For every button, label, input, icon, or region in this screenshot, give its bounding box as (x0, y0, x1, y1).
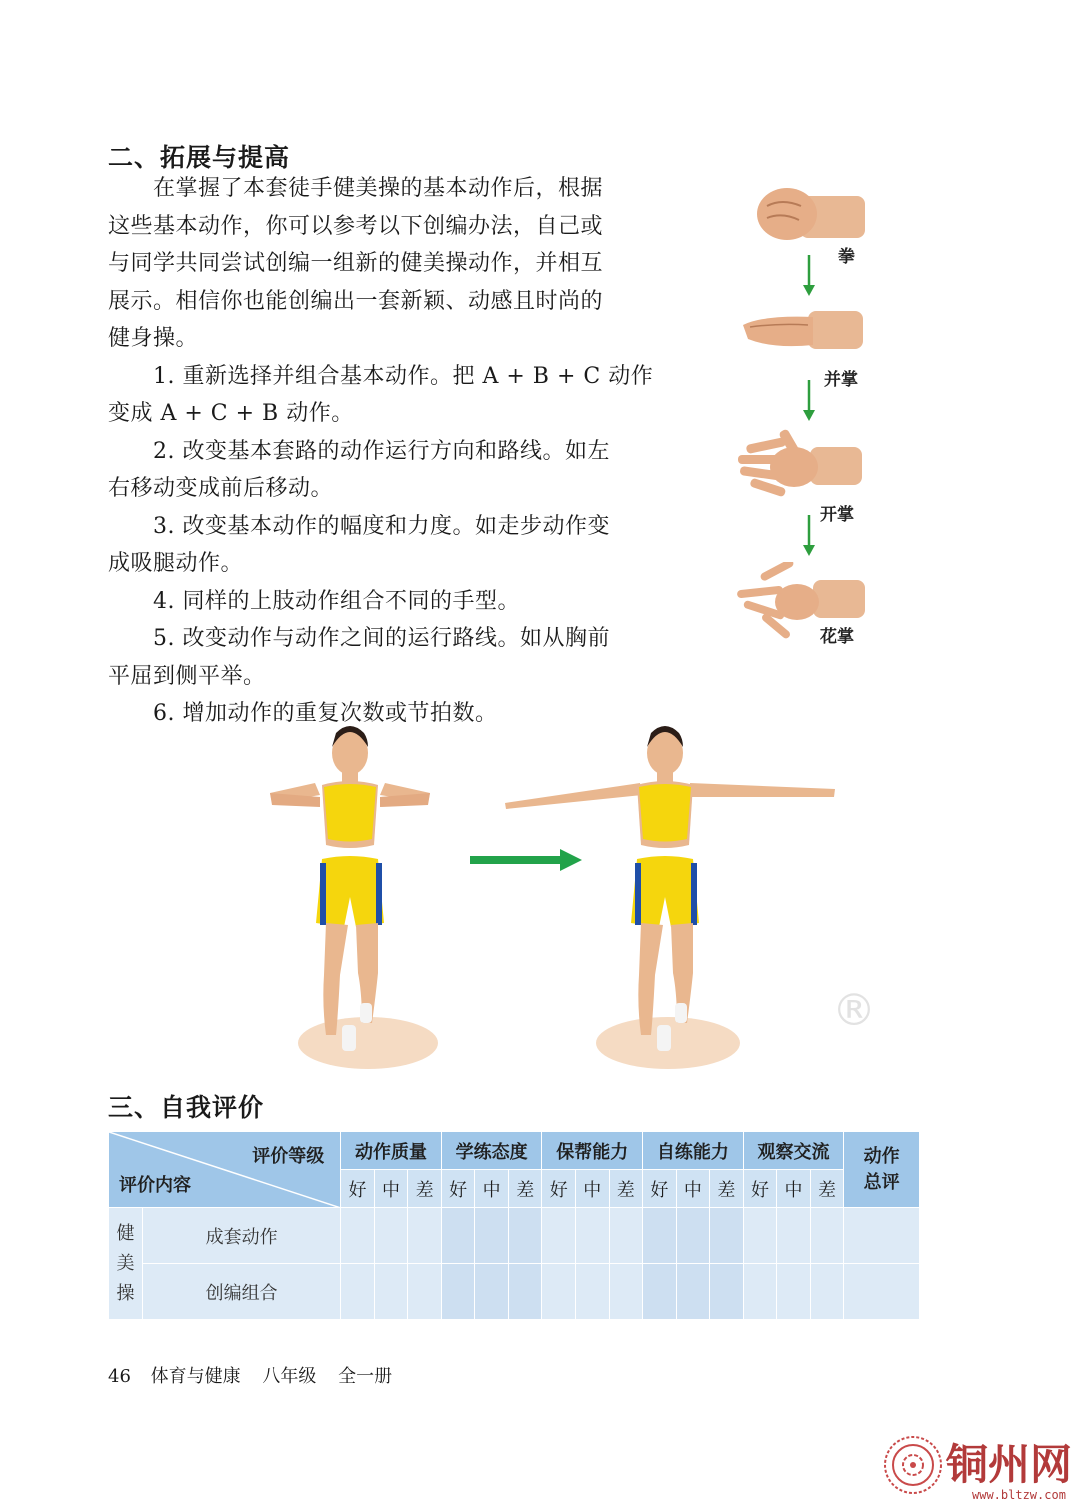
rating-cell[interactable] (341, 1264, 375, 1320)
group-header: 保帮能力 (542, 1132, 643, 1170)
hand-label-fist: 拳 (838, 247, 855, 267)
flat-palm-hand-image (738, 303, 863, 353)
rating-cell[interactable] (475, 1208, 509, 1264)
intro-line: 健身操。 (108, 326, 199, 351)
category-cell (109, 1208, 143, 1320)
rating-cell[interactable] (408, 1208, 442, 1264)
total-header (844, 1132, 920, 1208)
site-watermark (880, 1432, 1075, 1504)
grade-poor: 差 (810, 1170, 844, 1208)
rating-cell[interactable] (676, 1264, 710, 1320)
grade-good: 好 (441, 1170, 475, 1208)
rating-cell[interactable] (374, 1208, 408, 1264)
rating-cell[interactable] (508, 1208, 542, 1264)
group-header: 观察交流 (743, 1132, 844, 1170)
rating-cell[interactable] (408, 1264, 442, 1320)
arrow-down-icon (802, 255, 816, 297)
list-item-line: 3. 改变基本动作的幅度和力度。如走步动作变 (153, 513, 610, 539)
rating-cell[interactable] (743, 1264, 777, 1320)
intro-line: 展示。相信你也能创编出一套新颖、动感且时尚的 (108, 288, 604, 314)
list-item-line: 4. 同样的上肢动作组合不同的手型。 (153, 588, 520, 614)
rating-cell[interactable] (777, 1264, 811, 1320)
table-corner-cell (109, 1132, 341, 1208)
group-header: 动作质量 (341, 1132, 442, 1170)
row-label: 创编组合 (143, 1264, 341, 1320)
grade-medium: 中 (475, 1170, 509, 1208)
grade-poor: 差 (710, 1170, 744, 1208)
figure-side-raise (500, 725, 840, 1080)
fist-hand-image (745, 178, 865, 248)
list-item-line: 变成 A + C + B 动作。 (108, 401, 354, 426)
rating-cell[interactable] (475, 1264, 509, 1320)
arrow-down-icon (802, 380, 816, 422)
rating-cell[interactable] (643, 1264, 677, 1320)
page-footer (108, 1362, 392, 1388)
figure-chest-bend (260, 725, 460, 1080)
list-item-line: 右移动变成前后移动。 (108, 476, 334, 501)
list-item-line: 1. 重新选择并组合基本动作。把 A + B + C 动作 (153, 363, 654, 389)
grade-good: 好 (341, 1170, 375, 1208)
rating-cell[interactable] (643, 1208, 677, 1264)
list-item-line: 5. 改变动作与动作之间的运行路线。如从胸前 (153, 626, 610, 651)
row-label: 成套动作 (143, 1208, 341, 1264)
total-cell[interactable] (844, 1208, 920, 1264)
rating-cell[interactable] (743, 1208, 777, 1264)
intro-paragraph (108, 170, 648, 358)
corner-bottom-label: 评价内容 (119, 1175, 191, 1196)
list-item-4 (108, 583, 648, 621)
grade-medium: 中 (676, 1170, 710, 1208)
table-row (109, 1208, 920, 1264)
total-cell[interactable] (844, 1264, 920, 1320)
hand-label-flat-palm: 并掌 (824, 370, 858, 390)
grade-poor: 差 (609, 1170, 643, 1208)
site-name: 铜州网 (946, 1440, 1073, 1489)
rating-cell[interactable] (710, 1208, 744, 1264)
hand-label-open-palm: 开掌 (820, 505, 854, 525)
rating-cell[interactable] (441, 1208, 475, 1264)
corner-top-label: 评价等级 (252, 1146, 325, 1167)
registered-mark: ® (832, 985, 876, 1036)
evaluation-table (108, 1131, 920, 1320)
grade-medium: 中 (777, 1170, 811, 1208)
intro-line: 与同学共同尝试创编一组新的健美操动作，并相互 (108, 251, 604, 276)
rating-cell[interactable] (676, 1208, 710, 1264)
category-char: 健 (116, 1222, 135, 1244)
grade-medium: 中 (576, 1170, 610, 1208)
site-logo-icon (882, 1434, 944, 1496)
rating-cell[interactable] (609, 1264, 643, 1320)
arrow-down-icon (802, 515, 816, 557)
list-item-line: 2. 改变基本套路的动作运行方向和路线。如左 (153, 438, 610, 464)
rating-cell[interactable] (374, 1264, 408, 1320)
hand-label-flower-palm: 花掌 (820, 627, 854, 647)
volume-label: 全一册 (338, 1366, 393, 1387)
list-item-line: 平屈到侧平举。 (108, 663, 266, 689)
open-palm-hand-image (732, 425, 862, 505)
rating-cell[interactable] (777, 1208, 811, 1264)
list-item-line: 成吸腿动作。 (108, 551, 244, 576)
group-header: 学练态度 (441, 1132, 542, 1170)
total-header-line1: 动作 (863, 1145, 900, 1167)
grade-good: 好 (643, 1170, 677, 1208)
book-title: 体育与健康 (150, 1366, 241, 1387)
rating-cell[interactable] (542, 1264, 576, 1320)
rating-cell[interactable] (810, 1264, 844, 1320)
grade-medium: 中 (374, 1170, 408, 1208)
section-heading-self-eval: 三、自我评价 (108, 1093, 265, 1122)
intro-line: 在掌握了本套徒手健美操的基本动作后，根据 (153, 176, 604, 201)
rating-cell[interactable] (508, 1264, 542, 1320)
total-header-line2: 总评 (863, 1171, 900, 1193)
list-item-2 (108, 433, 648, 508)
rating-cell[interactable] (609, 1208, 643, 1264)
rating-cell[interactable] (710, 1264, 744, 1320)
grade-poor: 差 (408, 1170, 442, 1208)
grade-label: 八年级 (262, 1366, 317, 1387)
category-char: 操 (116, 1282, 135, 1304)
grade-good: 好 (542, 1170, 576, 1208)
rating-cell[interactable] (810, 1208, 844, 1264)
site-url: www.bltzw.com (972, 1488, 1066, 1502)
body-text (108, 170, 654, 733)
table-row (109, 1264, 920, 1320)
grade-poor: 差 (508, 1170, 542, 1208)
rating-cell[interactable] (576, 1208, 610, 1264)
list-item-3 (108, 508, 648, 583)
category-char: 美 (116, 1252, 135, 1274)
rating-cell[interactable] (341, 1208, 375, 1264)
rating-cell[interactable] (441, 1264, 475, 1320)
exercise-illustration (260, 725, 840, 1080)
intro-line: 这些基本动作，你可以参考以下创编办法，自己或 (108, 213, 604, 239)
group-header: 自练能力 (643, 1132, 744, 1170)
rating-cell[interactable] (576, 1264, 610, 1320)
hand-shapes-panel (720, 170, 870, 660)
list-item-5 (108, 620, 648, 695)
grade-good: 好 (743, 1170, 777, 1208)
page-number: 46 (108, 1366, 131, 1387)
rating-cell[interactable] (542, 1208, 576, 1264)
section-heading-expand: 二、拓展与提高 (108, 143, 291, 172)
list-item-1 (108, 358, 654, 433)
list-item-line: 6. 增加动作的重复次数或节拍数。 (153, 701, 498, 726)
